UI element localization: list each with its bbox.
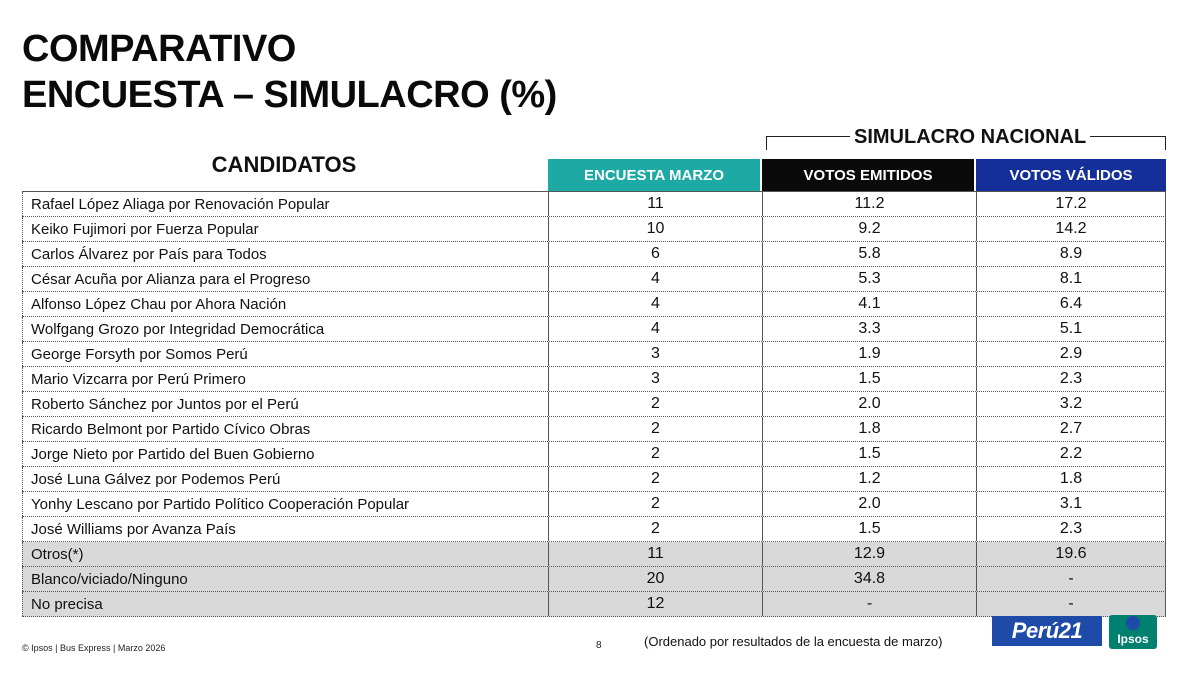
peru21-logo: Perú21 xyxy=(992,616,1102,646)
encuesta-value: 6 xyxy=(548,242,762,266)
validos-value: 3.2 xyxy=(976,392,1166,416)
emitidos-value: 12.9 xyxy=(762,542,976,566)
title-line-1: COMPARATIVO xyxy=(22,28,296,70)
encuesta-value: 2 xyxy=(548,467,762,491)
table-row xyxy=(22,342,1166,367)
candidate-name: Yonhy Lescano por Partido Político Cooperación Popular xyxy=(22,492,548,516)
validos-value: 14.2 xyxy=(976,217,1166,241)
validos-value: 8.9 xyxy=(976,242,1166,266)
column-header-emitidos: VOTOS EMITIDOS xyxy=(762,159,974,191)
emitidos-value: 1.9 xyxy=(762,342,976,366)
validos-value: - xyxy=(976,567,1166,591)
table-row xyxy=(22,267,1166,292)
table-row xyxy=(22,292,1166,317)
emitidos-value: 1.5 xyxy=(762,442,976,466)
encuesta-value: 2 xyxy=(548,442,762,466)
validos-value: 17.2 xyxy=(976,192,1166,216)
ipsos-logo xyxy=(1109,615,1157,649)
table-row-blanco xyxy=(22,567,1166,592)
candidate-name: Ricardo Belmont por Partido Cívico Obras xyxy=(22,417,548,441)
page-title xyxy=(22,26,557,118)
encuesta-value: 20 xyxy=(548,567,762,591)
candidate-name: Jorge Nieto por Partido del Buen Gobierno xyxy=(22,442,548,466)
table-row xyxy=(22,317,1166,342)
emitidos-value: 3.3 xyxy=(762,317,976,341)
validos-value: 2.7 xyxy=(976,417,1166,441)
validos-value: 6.4 xyxy=(976,292,1166,316)
table-row xyxy=(22,217,1166,242)
candidate-name: José Luna Gálvez por Podemos Perú xyxy=(22,467,548,491)
validos-value: 5.1 xyxy=(976,317,1166,341)
title-line-2: ENCUESTA – SIMULACRO (%) xyxy=(22,74,557,116)
ipsos-logo-mark-icon xyxy=(1126,616,1140,630)
emitidos-value: 1.2 xyxy=(762,467,976,491)
page-number: 8 xyxy=(596,640,602,651)
table-row xyxy=(22,192,1166,217)
candidate-name: César Acuña por Alianza para el Progreso xyxy=(22,267,548,291)
table-row xyxy=(22,417,1166,442)
emitidos-value: 11.2 xyxy=(762,192,976,216)
candidate-name: Blanco/viciado/Ninguno xyxy=(22,567,548,591)
encuesta-value: 10 xyxy=(548,217,762,241)
emitidos-value: 5.3 xyxy=(762,267,976,291)
results-table xyxy=(22,191,1166,617)
emitidos-value: 4.1 xyxy=(762,292,976,316)
table-row-otros xyxy=(22,542,1166,567)
candidates-header: CANDIDATOS xyxy=(211,152,357,177)
encuesta-value: 3 xyxy=(548,342,762,366)
table-row xyxy=(22,517,1166,542)
column-header-validos: VOTOS VÁLIDOS xyxy=(976,159,1166,191)
table-row xyxy=(22,492,1166,517)
emitidos-value: 1.5 xyxy=(762,517,976,541)
candidate-name: George Forsyth por Somos Perú xyxy=(22,342,548,366)
emitidos-value: 1.8 xyxy=(762,417,976,441)
validos-value: 3.1 xyxy=(976,492,1166,516)
validos-value: 2.2 xyxy=(976,442,1166,466)
table-note: (Ordenado por resultados de la encuesta de marzo) xyxy=(644,634,943,649)
ipsos-logo-text: Ipsos xyxy=(1117,632,1149,646)
encuesta-value: 2 xyxy=(548,517,762,541)
validos-value: - xyxy=(976,592,1166,616)
candidate-name: Wolfgang Grozo por Integridad Democrática xyxy=(22,317,548,341)
emitidos-value: 34.8 xyxy=(762,567,976,591)
emitidos-value: - xyxy=(762,592,976,616)
candidate-name: Keiko Fujimori por Fuerza Popular xyxy=(22,217,548,241)
encuesta-value: 4 xyxy=(548,292,762,316)
encuesta-value: 2 xyxy=(548,492,762,516)
encuesta-value: 4 xyxy=(548,317,762,341)
simulacro-label: SIMULACRO NACIONAL xyxy=(850,125,1090,149)
table-row xyxy=(22,242,1166,267)
candidate-name: José Williams por Avanza País xyxy=(22,517,548,541)
table-row xyxy=(22,467,1166,492)
encuesta-value: 4 xyxy=(548,267,762,291)
emitidos-value: 2.0 xyxy=(762,492,976,516)
validos-value: 1.8 xyxy=(976,467,1166,491)
emitidos-value: 2.0 xyxy=(762,392,976,416)
emitidos-value: 9.2 xyxy=(762,217,976,241)
encuesta-value: 2 xyxy=(548,417,762,441)
table-row xyxy=(22,367,1166,392)
validos-value: 19.6 xyxy=(976,542,1166,566)
validos-value: 2.3 xyxy=(976,517,1166,541)
encuesta-value: 11 xyxy=(548,542,762,566)
candidate-name: Carlos Álvarez por País para Todos xyxy=(22,242,548,266)
candidate-name: Mario Vizcarra por Perú Primero xyxy=(22,367,548,391)
candidate-name: Rafael López Aliaga por Renovación Popular xyxy=(22,192,548,216)
table-row-no-precisa xyxy=(22,592,1166,617)
encuesta-value: 11 xyxy=(548,192,762,216)
table-row xyxy=(22,442,1166,467)
footer-credit: © Ipsos | Bus Express | Marzo 2026 xyxy=(22,643,166,653)
column-header-encuesta: ENCUESTA MARZO xyxy=(548,159,760,191)
encuesta-value: 2 xyxy=(548,392,762,416)
validos-value: 8.1 xyxy=(976,267,1166,291)
validos-value: 2.3 xyxy=(976,367,1166,391)
emitidos-value: 5.8 xyxy=(762,242,976,266)
validos-value: 2.9 xyxy=(976,342,1166,366)
table-row xyxy=(22,392,1166,417)
candidate-name: No precisa xyxy=(22,592,548,616)
candidate-name: Roberto Sánchez por Juntos por el Perú xyxy=(22,392,548,416)
encuesta-value: 3 xyxy=(548,367,762,391)
encuesta-value: 12 xyxy=(548,592,762,616)
candidate-name: Alfonso López Chau por Ahora Nación xyxy=(22,292,548,316)
candidate-name: Otros(*) xyxy=(22,542,548,566)
emitidos-value: 1.5 xyxy=(762,367,976,391)
